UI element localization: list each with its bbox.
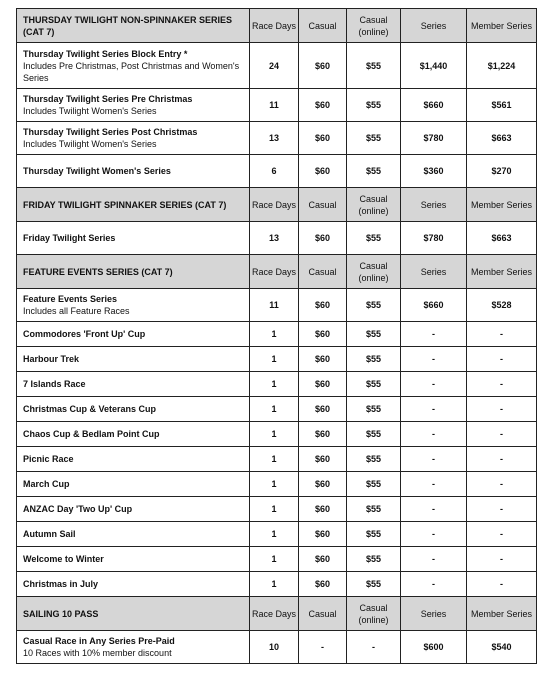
event-name: Christmas in July <box>23 579 99 589</box>
casual-online-price: $55 <box>347 472 401 497</box>
casual-price: $60 <box>299 322 347 347</box>
member-series-price: - <box>467 347 537 372</box>
section-header-row <box>17 9 537 43</box>
table-row <box>17 89 537 122</box>
pricing-sheet <box>16 8 536 664</box>
casual-price: $60 <box>299 547 347 572</box>
table-row <box>17 155 537 188</box>
member-series-price: $561 <box>467 89 537 122</box>
casual-online-price: $55 <box>347 89 401 122</box>
event-cell <box>17 89 250 122</box>
race-days-value: 11 <box>250 289 299 322</box>
event-cell <box>17 43 250 89</box>
table-row <box>17 347 537 372</box>
casual-price: $60 <box>299 572 347 597</box>
casual-online-price: $55 <box>347 497 401 522</box>
event-name: Autumn Sail <box>23 529 76 539</box>
casual-online-price: $55 <box>347 155 401 188</box>
casual-online-price: $55 <box>347 122 401 155</box>
casual-price: $60 <box>299 89 347 122</box>
series-price: - <box>401 472 467 497</box>
race-days-value: 10 <box>250 631 299 664</box>
event-cell <box>17 347 250 372</box>
casual-price: $60 <box>299 472 347 497</box>
event-description: Includes all Feature Races <box>23 306 130 316</box>
section-title: THURSDAY TWILIGHT NON-SPINNAKER SERIES (CAT 7) <box>17 9 250 43</box>
event-cell <box>17 322 250 347</box>
section-header-row <box>17 188 537 222</box>
event-name: Friday Twilight Series <box>23 233 116 243</box>
event-name: Christmas Cup & Veterans Cup <box>23 404 157 414</box>
table-row <box>17 472 537 497</box>
event-name: Casual Race in Any Series Pre-Paid <box>23 636 175 646</box>
race-days-value: 1 <box>250 472 299 497</box>
event-cell <box>17 289 250 322</box>
member-series-price: $528 <box>467 289 537 322</box>
casual-price: $60 <box>299 422 347 447</box>
casual-online-price: $55 <box>347 289 401 322</box>
series-price: - <box>401 497 467 522</box>
event-cell <box>17 155 250 188</box>
race-days-value: 1 <box>250 372 299 397</box>
casual-price: $60 <box>299 447 347 472</box>
casual-online-price: $55 <box>347 397 401 422</box>
race-days-value: 13 <box>250 122 299 155</box>
casual-price: $60 <box>299 122 347 155</box>
event-name: March Cup <box>23 479 70 489</box>
table-row <box>17 497 537 522</box>
casual-online-price: $55 <box>347 422 401 447</box>
series-price: $360 <box>401 155 467 188</box>
member-series-price: - <box>467 472 537 497</box>
casual-online-price: $55 <box>347 572 401 597</box>
event-description: Includes Twilight Women's Series <box>23 139 157 149</box>
race-days-value: 1 <box>250 497 299 522</box>
section-title: FEATURE EVENTS SERIES (CAT 7) <box>17 255 250 289</box>
header-race-days: Race Days <box>250 597 299 631</box>
race-days-value: 1 <box>250 397 299 422</box>
casual-online-price: $55 <box>347 372 401 397</box>
series-price: - <box>401 522 467 547</box>
member-series-price: $540 <box>467 631 537 664</box>
event-cell <box>17 222 250 255</box>
member-series-price: - <box>467 372 537 397</box>
header-casual-online: Casual (online) <box>347 597 401 631</box>
section-header-row <box>17 255 537 289</box>
race-days-value: 11 <box>250 89 299 122</box>
event-cell <box>17 447 250 472</box>
header-casual: Casual <box>299 597 347 631</box>
series-price: $1,440 <box>401 43 467 89</box>
casual-online-price: - <box>347 631 401 664</box>
casual-price: $60 <box>299 289 347 322</box>
series-price: $600 <box>401 631 467 664</box>
table-row <box>17 322 537 347</box>
member-series-price: - <box>467 572 537 597</box>
race-days-value: 6 <box>250 155 299 188</box>
header-series: Series <box>401 255 467 289</box>
event-cell <box>17 522 250 547</box>
race-fees-table <box>16 8 537 664</box>
event-name: Thursday Twilight Series Pre Christmas <box>23 94 193 104</box>
event-name: 7 Islands Race <box>23 379 86 389</box>
header-race-days: Race Days <box>250 188 299 222</box>
casual-price: - <box>299 631 347 664</box>
section-title: FRIDAY TWILIGHT SPINNAKER SERIES (CAT 7) <box>17 188 250 222</box>
header-casual-online: Casual (online) <box>347 188 401 222</box>
member-series-price: - <box>467 522 537 547</box>
casual-price: $60 <box>299 372 347 397</box>
event-cell <box>17 122 250 155</box>
casual-price: $60 <box>299 222 347 255</box>
table-row <box>17 397 537 422</box>
series-price: - <box>401 572 467 597</box>
event-name: Commodores 'Front Up' Cup <box>23 329 146 339</box>
series-price: - <box>401 372 467 397</box>
event-name: Feature Events Series <box>23 294 118 304</box>
casual-online-price: $55 <box>347 447 401 472</box>
table-row <box>17 547 537 572</box>
event-description: 10 Races with 10% member discount <box>23 648 172 658</box>
header-member-series: Member Series <box>467 255 537 289</box>
member-series-price: - <box>467 547 537 572</box>
member-series-price: - <box>467 447 537 472</box>
member-series-price: - <box>467 497 537 522</box>
casual-price: $60 <box>299 522 347 547</box>
series-price: $660 <box>401 89 467 122</box>
race-days-value: 1 <box>250 347 299 372</box>
table-row <box>17 372 537 397</box>
event-cell <box>17 472 250 497</box>
event-description: Includes Pre Christmas, Post Christmas and Women's Series <box>23 60 240 83</box>
event-cell <box>17 547 250 572</box>
casual-online-price: $55 <box>347 222 401 255</box>
casual-price: $60 <box>299 347 347 372</box>
header-casual: Casual <box>299 188 347 222</box>
table-row <box>17 572 537 597</box>
header-series: Series <box>401 188 467 222</box>
race-days-value: 1 <box>250 322 299 347</box>
member-series-price: $270 <box>467 155 537 188</box>
member-series-price: - <box>467 422 537 447</box>
event-name: Picnic Race <box>23 454 74 464</box>
race-days-value: 13 <box>250 222 299 255</box>
header-casual-online: Casual (online) <box>347 255 401 289</box>
table-row <box>17 447 537 472</box>
casual-price: $60 <box>299 43 347 89</box>
table-row <box>17 122 537 155</box>
section-title: SAILING 10 PASS <box>17 597 250 631</box>
member-series-price: - <box>467 322 537 347</box>
event-description: Includes Twilight Women's Series <box>23 106 157 116</box>
event-name: Thursday Twilight Women's Series <box>23 166 171 176</box>
casual-online-price: $55 <box>347 347 401 372</box>
event-name: ANZAC Day 'Two Up' Cup <box>23 504 133 514</box>
race-days-value: 1 <box>250 422 299 447</box>
header-casual: Casual <box>299 9 347 43</box>
series-price: - <box>401 322 467 347</box>
race-days-value: 1 <box>250 547 299 572</box>
casual-price: $60 <box>299 155 347 188</box>
member-series-price: $1,224 <box>467 43 537 89</box>
event-cell <box>17 497 250 522</box>
table-row <box>17 289 537 322</box>
series-price: - <box>401 347 467 372</box>
race-days-value: 1 <box>250 572 299 597</box>
member-series-price: $663 <box>467 222 537 255</box>
event-cell <box>17 572 250 597</box>
section-header-row <box>17 597 537 631</box>
member-series-price: - <box>467 397 537 422</box>
casual-online-price: $55 <box>347 522 401 547</box>
casual-price: $60 <box>299 497 347 522</box>
member-series-price: $663 <box>467 122 537 155</box>
header-race-days: Race Days <box>250 255 299 289</box>
header-member-series: Member Series <box>467 188 537 222</box>
event-name: Harbour Trek <box>23 354 80 364</box>
event-name: Thursday Twilight Series Post Christmas <box>23 127 198 137</box>
header-member-series: Member Series <box>467 597 537 631</box>
race-days-value: 1 <box>250 522 299 547</box>
event-cell <box>17 422 250 447</box>
table-row <box>17 522 537 547</box>
series-price: $660 <box>401 289 467 322</box>
header-race-days: Race Days <box>250 9 299 43</box>
header-casual: Casual <box>299 255 347 289</box>
event-name: Thursday Twilight Series Block Entry * <box>23 48 188 59</box>
event-name: Chaos Cup & Bedlam Point Cup <box>23 429 160 439</box>
race-days-value: 1 <box>250 447 299 472</box>
series-price: - <box>401 397 467 422</box>
casual-price: $60 <box>299 397 347 422</box>
table-row <box>17 222 537 255</box>
casual-online-price: $55 <box>347 547 401 572</box>
event-cell <box>17 397 250 422</box>
table-row <box>17 422 537 447</box>
casual-online-price: $55 <box>347 43 401 89</box>
table-row <box>17 631 537 664</box>
series-price: - <box>401 422 467 447</box>
event-name: Welcome to Winter <box>23 554 104 564</box>
event-cell <box>17 372 250 397</box>
series-price: - <box>401 547 467 572</box>
header-series: Series <box>401 597 467 631</box>
race-days-value: 24 <box>250 43 299 89</box>
casual-online-price: $55 <box>347 322 401 347</box>
header-casual-online: Casual (online) <box>347 9 401 43</box>
header-member-series: Member Series <box>467 9 537 43</box>
series-price: $780 <box>401 122 467 155</box>
event-cell <box>17 631 250 664</box>
header-series: Series <box>401 9 467 43</box>
series-price: $780 <box>401 222 467 255</box>
table-row <box>17 43 537 89</box>
series-price: - <box>401 447 467 472</box>
